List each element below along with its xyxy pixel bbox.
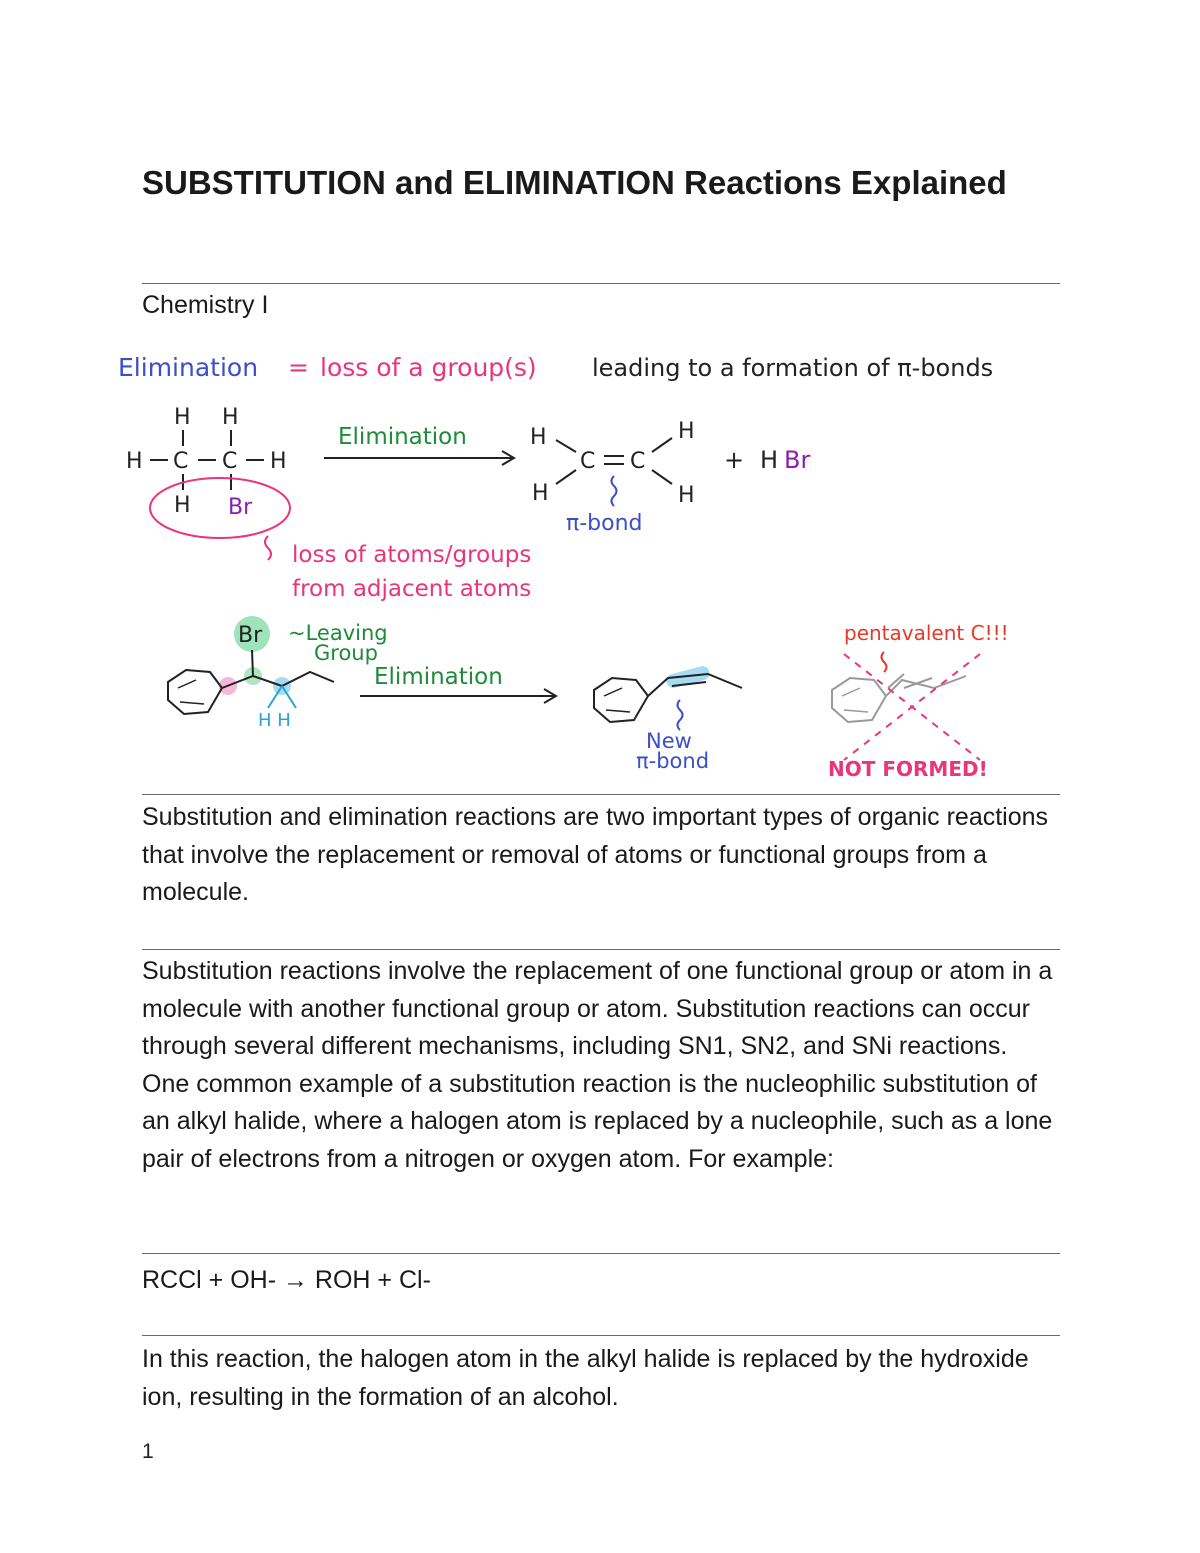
new-bond-squiggle bbox=[678, 700, 683, 730]
document-title: SUBSTITUTION and ELIMINATION Reactions Explained bbox=[142, 164, 1007, 201]
impossible-product bbox=[828, 621, 1009, 781]
atom-h: H bbox=[532, 481, 549, 506]
leaving-group-label-2: Group bbox=[314, 641, 378, 665]
atom-h: H bbox=[126, 449, 143, 474]
atom-h: H bbox=[174, 493, 191, 518]
divider bbox=[142, 1253, 1060, 1254]
atom-h: H bbox=[678, 419, 695, 444]
substitution-paragraph: Substitution reactions involve the replacement of one functional group or atom in a molecule with another functional group or atom. Substitution reactions can occur through several different mechanisms, including SN1, SN2, and SNi reactions. One common example of a substitution reaction is the nucleophilic substitution of an alkyl halide, where a halogen atom is replaced by a nucleophile, such as a lone pair of electrons from a nitrogen or oxygen atom. For example: bbox=[142, 957, 1053, 1173]
new-bond-label-2: π-bond bbox=[636, 749, 710, 773]
alkene-product bbox=[594, 665, 742, 773]
byproduct-br: Br bbox=[784, 446, 811, 474]
bond-line bbox=[606, 710, 630, 712]
definition-black-text: leading to a formation of π-bonds bbox=[592, 354, 994, 382]
beta-hydrogens: H H bbox=[258, 710, 291, 731]
bond-line bbox=[178, 680, 196, 688]
atom-c: C bbox=[173, 449, 189, 474]
bond-line bbox=[842, 688, 860, 696]
pi-bond-squiggle bbox=[612, 476, 617, 506]
benzene-ring-icon bbox=[832, 678, 886, 722]
leaving-atom-br: Br bbox=[238, 623, 263, 648]
bond-line bbox=[556, 440, 576, 452]
note-line-1: loss of atoms/groups bbox=[292, 542, 532, 568]
elimination-figure bbox=[0, 330, 1200, 790]
page-number: 1 bbox=[142, 1440, 154, 1463]
new-bond-label-1: New bbox=[646, 729, 692, 753]
explanation-paragraph: In this reaction, the halogen atom in the alkyl halide is replaced by the hydroxide ion, resulting in the formation of an alcohol. bbox=[142, 1345, 1029, 1411]
reaction-equation: RCCl + OH- → ROH + Cl- bbox=[142, 1266, 431, 1294]
squiggle-mark bbox=[265, 536, 271, 560]
bond-line bbox=[652, 470, 672, 484]
divider bbox=[142, 794, 1060, 795]
pentavalent-squiggle bbox=[882, 652, 887, 672]
atom-br: Br bbox=[228, 495, 253, 520]
divider bbox=[142, 283, 1060, 284]
leaving-group-label-1: ~Leaving bbox=[288, 621, 388, 645]
bond-line bbox=[252, 650, 253, 676]
byproduct-h: H bbox=[760, 446, 779, 474]
definition-equals: = bbox=[288, 353, 309, 382]
not-formed-label: NOT FORMED! bbox=[828, 757, 988, 781]
atom-c: C bbox=[630, 449, 646, 474]
arrow-label-2: Elimination bbox=[374, 664, 503, 690]
atom-h: H bbox=[270, 449, 287, 474]
benzene-ring-icon bbox=[168, 670, 222, 714]
intro-paragraph: Substitution and elimination reactions are two important types of organic reactions that involve the replacement or removal of atoms or functional groups from a molecule. bbox=[142, 803, 1049, 906]
note-line-2: from adjacent atoms bbox=[292, 576, 532, 602]
atom-c: C bbox=[222, 449, 238, 474]
definition-term: Elimination bbox=[118, 353, 259, 382]
divider bbox=[142, 1335, 1060, 1336]
bond-line bbox=[604, 688, 622, 696]
plus-sign: + bbox=[724, 446, 745, 474]
substrate-structure bbox=[168, 616, 388, 731]
arrow-label-1: Elimination bbox=[338, 424, 467, 450]
bond-line bbox=[652, 438, 672, 452]
bond-line bbox=[844, 710, 868, 712]
leaving-atoms-circle bbox=[150, 478, 290, 538]
atom-h: H bbox=[678, 483, 695, 508]
definition-pink-text: loss of a group(s) bbox=[320, 353, 537, 382]
pentavalent-label: pentavalent C!!! bbox=[844, 621, 1009, 645]
atom-h: H bbox=[530, 425, 547, 450]
document-subtitle: Chemistry I bbox=[142, 291, 269, 319]
atom-h: H bbox=[222, 405, 239, 430]
bond-line bbox=[556, 470, 576, 484]
atom-c: C bbox=[580, 449, 596, 474]
benzene-ring-icon bbox=[594, 678, 648, 722]
divider bbox=[142, 949, 1060, 950]
pi-bond-label: π-bond bbox=[566, 511, 643, 536]
atom-h: H bbox=[174, 405, 191, 430]
bond-line bbox=[180, 702, 204, 704]
